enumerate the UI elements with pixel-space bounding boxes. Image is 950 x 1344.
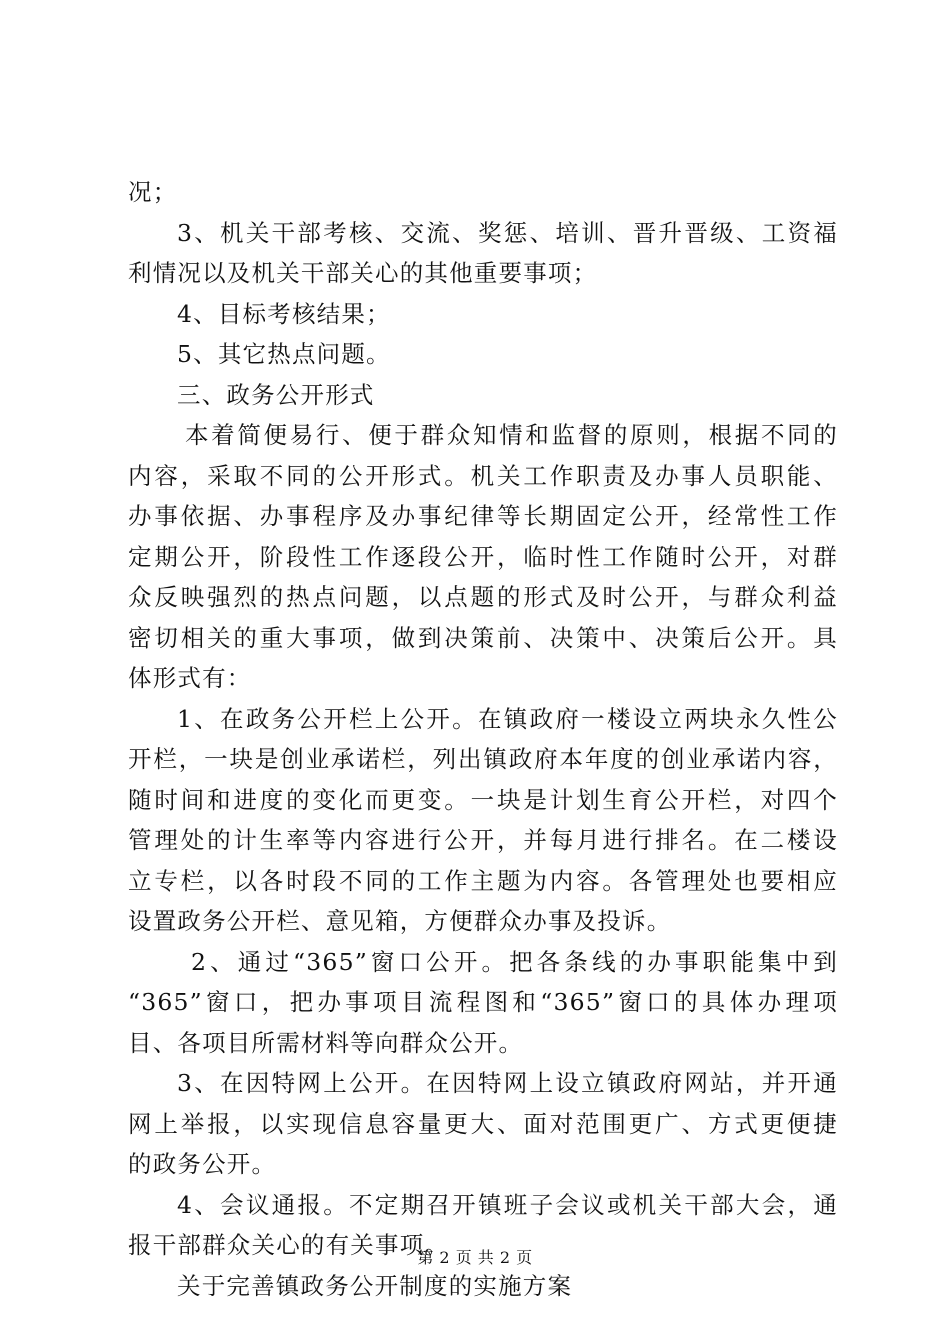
document-title-line: 关于完善镇政务公开制度的实施方案 xyxy=(177,1271,573,1300)
text-line: 3、在因特网上公开。在因特网上设立镇政府网站，并开通 xyxy=(177,1069,838,1097)
text-line: 办事依据、办事程序及办事纪律等长期固定公开，经常性工作 xyxy=(128,502,838,530)
text-line: 1、在政务公开栏上公开。在镇政府一楼设立两块永久性公 xyxy=(177,704,838,733)
text-line: 内容，采取不同的公开形式。机关工作职责及办事人员职能、 xyxy=(128,461,838,490)
section-heading: 三、政务公开形式 xyxy=(177,380,375,409)
text-line: 网上举报，以实现信息容量更大、面对范围更广、方式更便捷 xyxy=(128,1109,838,1138)
text-line: 众反映强烈的热点问题，以点题的形式及时公开，与群众利益 xyxy=(128,583,838,611)
text-line: 管理处的计生率等内容进行公开，并每月进行排名。在二楼设 xyxy=(128,826,838,854)
text-line: 定期公开，阶段性工作逐段公开，临时性工作随时公开，对群 xyxy=(128,542,838,571)
text-line: 4、会议通报。不定期召开镇班子会议或机关干部大会，通 xyxy=(177,1190,838,1219)
text-line: 本着简便易行、便于群众知情和监督的原则，根据不同的 xyxy=(185,421,838,449)
text-line: 立专栏，以各时段不同的工作主题为内容。各管理处也要相应 xyxy=(128,866,838,895)
text-line: 开栏，一块是创业承诺栏，列出镇政府本年度的创业承诺内容， xyxy=(128,745,838,773)
text-line: 目、各项目所需材料等向群众公开。 xyxy=(128,1028,524,1057)
text-line: 利情况以及机关干部关心的其他重要事项； xyxy=(128,259,598,287)
text-line: 随时间和进度的变化而更变。一块是计划生育公开栏，对四个 xyxy=(128,785,838,814)
text-line: 体形式有： xyxy=(128,664,252,692)
text-line: 2、通过“365”窗口公开。把各条线的办事职能集中到 xyxy=(191,947,838,976)
text-line: 况； xyxy=(128,178,178,206)
page-number-footer: 第 2 页 共 2 页 xyxy=(417,1248,533,1267)
text-line: 的政务公开。 xyxy=(128,1150,277,1178)
text-line: 设置政务公开栏、意见箱，方便群众办事及投诉。 xyxy=(128,907,672,935)
text-line: 3、机关干部考核、交流、奖惩、培训、晋升晋级、工资福 xyxy=(177,218,838,247)
text-line: “365”窗口，把办事项目流程图和“365”窗口的具体办理项 xyxy=(128,988,838,1016)
text-line: 5、其它热点问题。 xyxy=(177,340,391,368)
text-line: 4、目标考核结果； xyxy=(177,299,391,328)
document-body xyxy=(128,172,838,1306)
text-line: 密切相关的重大事项，做到决策前、决策中、决策后公开。具 xyxy=(128,623,838,652)
text-line: 报干部群众关心的有关事项。 xyxy=(128,1231,450,1259)
